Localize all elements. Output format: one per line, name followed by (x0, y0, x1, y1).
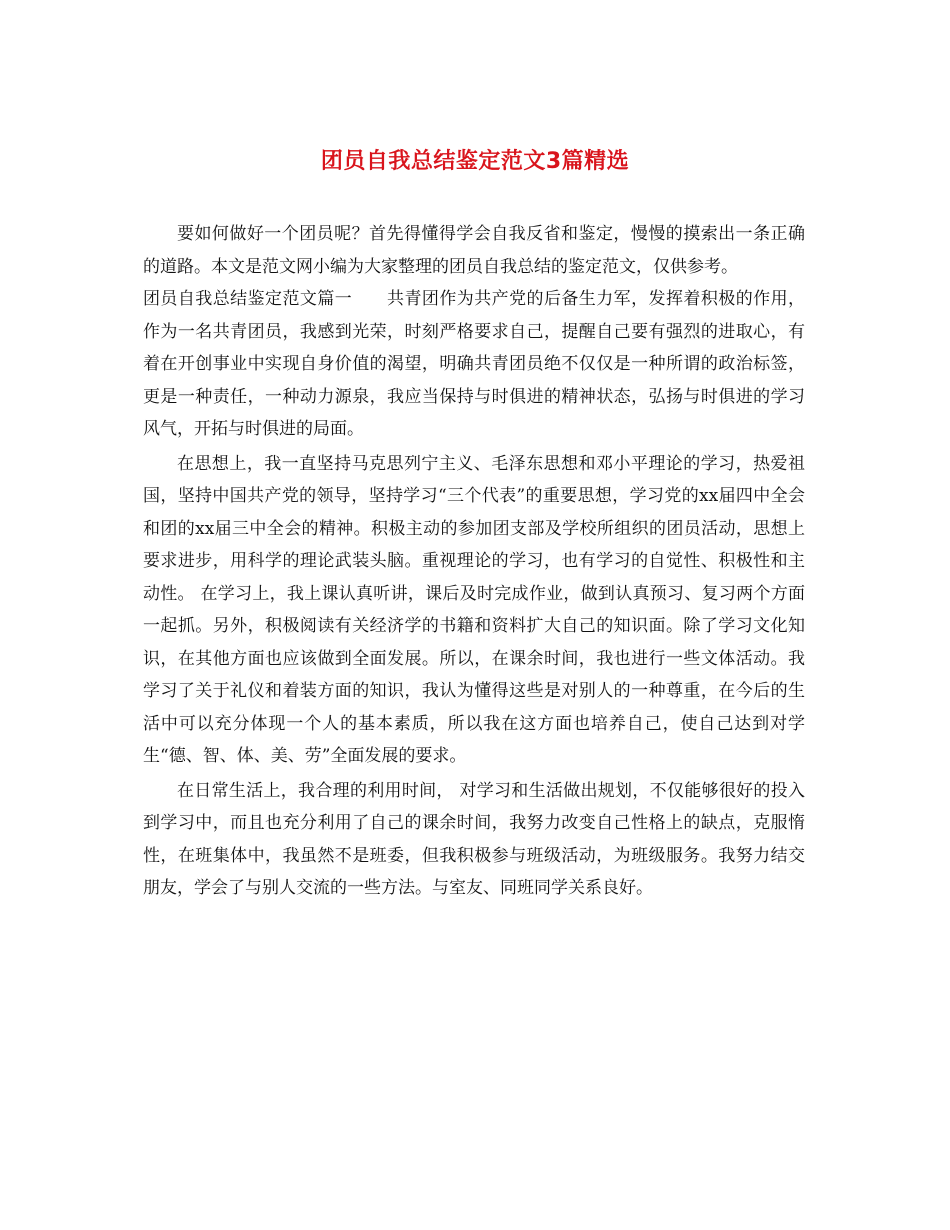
thought-study-paragraph: 在思想上，我一直坚持马克思列宁主义、毛泽东思想和邓小平理论的学习，热爱祖国，坚持中国共产党的领导，坚持学习“三个代表”的重要思想，学习党的xx届四中全会和团的xx届三中全会的精神。积极主动的参加团支部及学校所组织的团员活动，思想上要求进步，用科学的理论武装头脑。重视理论的学习，也有学习的自觉性、积极性和主动性。 在学习上，我上课认真听讲，课后及时完成作业，做到认真预习、复习两个方面一起抓。另外，积极阅读有关经济学的书籍和资料扩大自己的知识面。除了学习文化知识，在其他方面也应该做到全面发展。所以，在课余时间，我也进行一些文体活动。我学习了关于礼仪和着装方面的知识，我认为懂得这些是对别人的一种尊重，在今后的生活中可以充分体现一个人的基本素质，所以我在这方面也培养自己，使自己达到对学生“德、智、体、美、劳”全面发展的要求。 (143, 453, 805, 766)
intro-paragraph: 要如何做好一个团员呢？首先得懂得学会自我反省和鉴定，慢慢的摸索出一条正确的道路。本文是范文网小编为大家整理的团员自我总结的鉴定范文，仅供参考。 (143, 224, 805, 277)
document-title: 团员自我总结鉴定范文3篇精选 (320, 149, 630, 174)
section-one-paragraph: 团员自我总结鉴定范文篇一 共青团作为共产党的后备生力军，发挥着积极的作用，作为一名共青团员，我感到光荣，时刻严格要求自己，提醒自己要有强烈的进取心，有着在开创事业中实现自身价值的渴望，明确共青团员绝不仅仅是一种所谓的政治标签，更是一种责任，一种动力源泉，我应当保持与时俱进的精神状态，弘扬与时俱进的学习风气，开拓与时俱进的局面。 (143, 289, 805, 439)
document-body (143, 218, 805, 905)
daily-life-paragraph: 在日常生活上，我合理的利用时间， 对学习和生活做出规划，不仅能够很好的投入到学习中，而且也充分利用了自己的课余时间，我努力改变自己性格上的缺点，克服惰性，在班集体中，我虽然不是班委，但我积极参与班级活动，为班级服务。我努力结交朋友，学会了与别人交流的一些方法。与室友、同班同学关系良好。 (143, 780, 805, 898)
